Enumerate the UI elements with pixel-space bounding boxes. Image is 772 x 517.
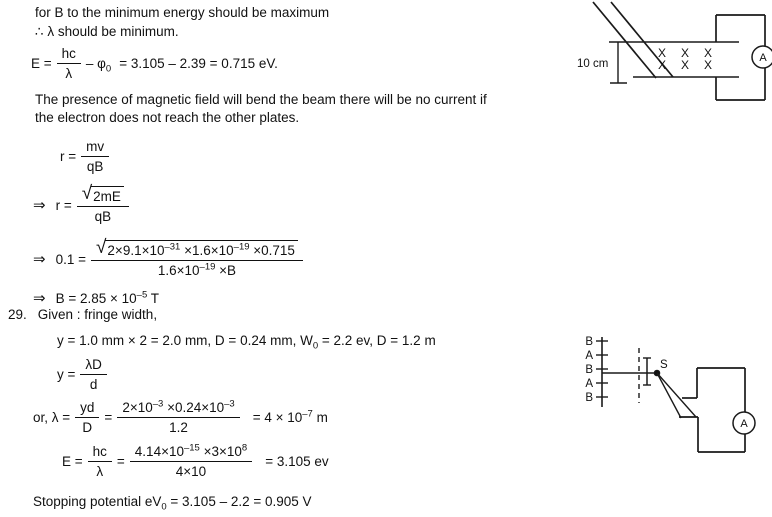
equation-field-result — [33, 289, 159, 307]
fringe-label: B — [585, 336, 593, 348]
fraction-lambdad-d: $\frac{\lambda D}{d}$ — [80, 357, 107, 392]
equation-radius — [60, 139, 114, 174]
problem-number: 29. — [8, 307, 27, 322]
fringe-label: B — [585, 364, 593, 376]
equation-field — [33, 237, 308, 278]
equation-wavelength — [33, 400, 328, 435]
equation-fringe-width — [57, 357, 112, 392]
eq-wavelength-rhs: = $4 \times 10^{-7}$ m — [252, 408, 328, 425]
ammeter-label: A — [740, 418, 748, 430]
eq-radius-lhs: r = — [60, 149, 77, 164]
fraction-field: √ $2\times 9.1\times 10^{-31} \times 1.6\times 10^{-19} \times 0.715$ $1.6\times 10^{-19} \times B$ — [91, 240, 303, 278]
sqrt-2me: √ 2mE — [82, 186, 124, 204]
fraction-wavelength-values: $\frac{2\times 10^{-3} \times 0.24\times 10^{-3}}{1.2}$ — [117, 400, 239, 435]
eq-energy-phi: – $\varphi_0$ — [85, 56, 112, 75]
fringe-label: B — [585, 392, 593, 404]
length-label: 10 cm — [577, 58, 609, 70]
field-into-page-icon: X — [657, 46, 667, 60]
equation-photon-energy — [62, 444, 329, 479]
eq-wavelength-pre: or, λ = — [33, 410, 71, 425]
problem-29-given-label: Given : fringe width, — [37, 307, 158, 322]
eq-radius2-lhs: r = — [55, 197, 72, 213]
eq-wavelength-equals: = — [104, 410, 113, 425]
eq-photon-rhs: = 3.105 ev — [265, 454, 329, 469]
text-line-lambda-min: ∴ λ should be minimum. — [35, 24, 179, 39]
eq-energy-lhs: E = — [31, 56, 52, 71]
implies-icon: ⇒ — [33, 251, 46, 268]
field-into-page-icon: X — [680, 46, 690, 60]
eq-photon-lhs: E = — [62, 454, 83, 469]
fraction-hc-lambda: $\frac{hc}{\lambda}$ — [57, 46, 81, 81]
fraction-mv-qb: $\frac{mv}{qB}$ — [81, 139, 109, 174]
field-into-page-icon: X — [703, 58, 713, 72]
source-label: S — [660, 359, 668, 371]
text-line-energy-max: for B to the minimum energy should be maximum — [35, 5, 330, 20]
ammeter-label: A — [759, 52, 767, 64]
fraction-sqrt2me-qb: √ 2mE qB — [77, 186, 129, 224]
equation-energy — [31, 46, 278, 81]
fringe-label: A — [585, 378, 593, 390]
sqrt-field-expression: √ $2\times 9.1\times 10^{-31} \times 1.6\times 10^{-19} \times 0.715$ — [96, 240, 298, 258]
paragraph-line-2: the electron does not reach the other plates. — [35, 110, 300, 125]
eq-field-lhs: 0.1 = — [55, 251, 86, 267]
eq-field-result-text: $B = 2.85 \times 10^{-5}$ T — [55, 289, 159, 306]
fringe-label: A — [585, 350, 593, 362]
paragraph-line-1: The presence of magnetic field will bend the beam there will be no current if — [35, 92, 487, 107]
radical-icon: √ — [95, 237, 107, 258]
photocell-fringe-diagram — [560, 330, 772, 480]
implies-icon: ⇒ — [33, 197, 46, 214]
magnetic-field-circuit-diagram — [575, 0, 772, 110]
eq-fringe-lhs: y = — [57, 367, 76, 382]
equation-radius-energy — [33, 183, 134, 224]
implies-icon: ⇒ — [33, 290, 46, 307]
eq-photon-equals: = — [116, 454, 125, 469]
field-into-page-icon: X — [680, 58, 690, 72]
field-into-page-icon: X — [657, 58, 667, 72]
fraction-yd-d: $\frac{yd}{D}$ — [75, 400, 99, 435]
problem-29-heading — [8, 307, 157, 322]
eq-energy-rhs: = 3.105 – 2.39 = 0.715 eV. — [119, 56, 278, 71]
stopping-potential-line: Stopping potential $eV_0 = 3.105 - 2.2 = 0.905$ V — [33, 494, 312, 513]
fraction-hc-lambda-2: $\frac{hc}{\lambda}$ — [88, 444, 112, 479]
radical-icon: √ — [81, 183, 93, 204]
given-values-line: y = 1.0 mm × 2 = 2.0 mm, D = 0.24 mm, $W_0 = 2.2$ ev, D = 1.2 m — [57, 333, 436, 352]
field-into-page-icon: X — [703, 46, 713, 60]
fraction-photon-values: $\frac{4.14\times 10^{-15} \times 3\times 10^8}{4\times 10}$ — [130, 444, 252, 479]
